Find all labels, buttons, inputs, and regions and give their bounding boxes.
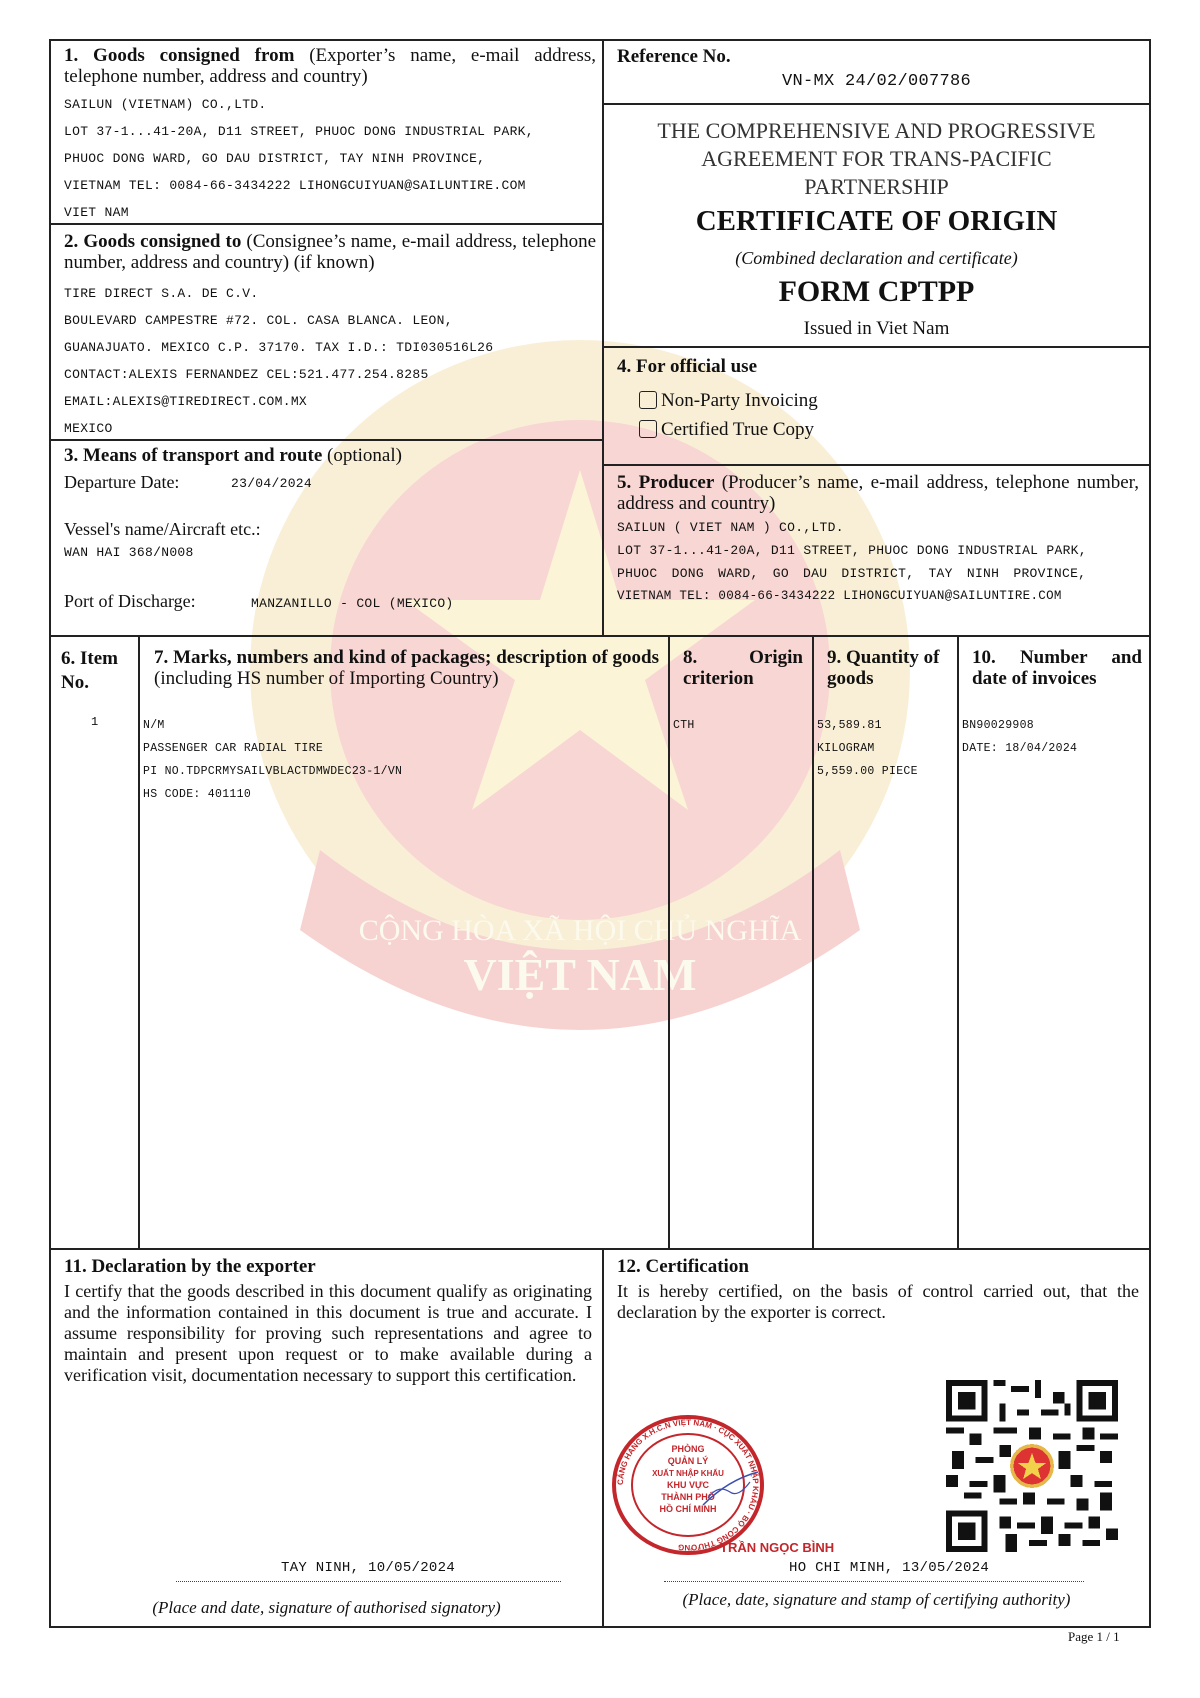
box-reference-no bbox=[602, 39, 1151, 105]
origin-criterion: CTH bbox=[673, 719, 695, 732]
desc-line: N/M bbox=[143, 719, 165, 732]
desc-line: HS CODE: 401110 bbox=[143, 788, 252, 801]
watermark-name-text: VIỆT NAM bbox=[463, 949, 697, 1000]
exporter-place-date: TAY NINH, 10/05/2024 bbox=[281, 1560, 456, 1576]
certified-true-copy-checkbox[interactable] bbox=[639, 420, 657, 438]
port-label: Port of Discharge: bbox=[64, 591, 196, 611]
box1-heading: 1. Goods consigned from bbox=[64, 45, 295, 66]
box2-heading: 2. Goods consigned to bbox=[64, 231, 242, 252]
certifier-signature-caption: (Place, date, signature and stamp of certifying authority) bbox=[682, 1590, 1071, 1609]
reference-label: Reference No. bbox=[617, 46, 731, 67]
box1-line: VIET NAM bbox=[64, 205, 129, 220]
box2-line: CONTACT:ALEXIS FERNANDEZ CEL:521.477.254.8285 bbox=[64, 367, 429, 382]
combined-declaration: (Combined declaration and certificate) bbox=[735, 248, 1018, 268]
box-producer bbox=[602, 464, 1151, 637]
box1-note: (Exporter’s name, e-mail address, telephone number, address and country) bbox=[64, 45, 596, 87]
desc-line: PI NO.TDPCRMYSAILVBLACTDMWDEC23-1/VN bbox=[143, 765, 403, 778]
quantity-line: 53,589.81 bbox=[817, 719, 882, 732]
exporter-signature-caption: (Place and date, signature of authorised signatory) bbox=[152, 1598, 501, 1617]
quantity-line: 5,559.00 PIECE bbox=[817, 765, 918, 778]
non-party-invoicing-checkbox[interactable] bbox=[639, 391, 657, 409]
col9-header: 9. Quantity of goods bbox=[827, 647, 940, 689]
stamp-center-line: PHÒNG bbox=[671, 1444, 705, 1454]
form-title: FORM CPTPP bbox=[778, 275, 975, 308]
box-means-of-transport bbox=[49, 439, 604, 637]
certificate-title: CERTIFICATE OF ORIGIN bbox=[695, 205, 1058, 237]
col10-header: 10. Number and date of invoices bbox=[972, 647, 1142, 689]
desc-line: PASSENGER CAR RADIAL TIRE bbox=[143, 742, 324, 755]
stamp-ring-text: CẢNG HÀNG X.H.C.N VIỆT NAM · CỤC XUẤT NHẬP KHẨU · BỘ CÔNG THƯƠNG bbox=[615, 1417, 761, 1553]
stamp-center-line: XUẤT NHẬP KHẨU bbox=[652, 1469, 724, 1478]
box-goods-consigned-to bbox=[49, 223, 604, 441]
col6-header: 6. Item No. bbox=[61, 648, 118, 693]
box5-heading: 5. Producer bbox=[617, 472, 715, 493]
non-party-invoicing-label: Non-Party Invoicing bbox=[661, 390, 818, 411]
box2-line: MEXICO bbox=[64, 421, 113, 436]
stamp-center-line: THÀNH PHỐ bbox=[661, 1492, 715, 1502]
box2-line: GUANAJUATO. MEXICO C.P. 37170. TAX I.D.: TDI030516L26 bbox=[64, 340, 494, 355]
signer-name: TRẦN NGỌC BÌNH bbox=[720, 1540, 835, 1555]
watermark-arc-text: CỘNG HÒA XÃ HỘI CHỦ NGHĨA bbox=[358, 914, 802, 947]
box-certificate-header bbox=[602, 103, 1151, 348]
issued-in: Issued in Viet Nam bbox=[803, 318, 950, 339]
item-no: 1 bbox=[91, 715, 99, 729]
box5-note: (Producer’s name, e-mail address, telephone number, address and country) bbox=[617, 472, 1139, 514]
departure-value: 23/04/2024 bbox=[231, 476, 313, 491]
box5-line: LOT 37-1...41-20A, D11 STREET, PHUOC DONG INDUSTRIAL PARK, bbox=[617, 543, 1087, 558]
stamp-center-line: QUẢN LÝ bbox=[667, 1456, 709, 1466]
header-line2: AGREEMENT FOR TRANS-PACIFIC bbox=[701, 146, 1052, 171]
box5-line: SAILUN ( VIET NAM ) CO.,LTD. bbox=[617, 520, 844, 535]
box2-line: EMAIL:ALEXIS@TIREDIRECT.COM.MX bbox=[64, 394, 308, 409]
official-stamp bbox=[608, 1410, 778, 1560]
departure-label: Departure Date: bbox=[64, 472, 180, 492]
quantity-line: KILOGRAM bbox=[817, 742, 875, 755]
certification-text: It is hereby certified, on the basis of control carried out, that the declaration by the exporter is correct. bbox=[617, 1281, 1139, 1322]
box1-line: PHUOC DONG WARD, GO DAU DISTRICT, TAY NINH PROVINCE, bbox=[64, 151, 486, 166]
box-goods-consigned-from bbox=[49, 39, 604, 225]
certifier-place-date: HO CHI MINH, 13/05/2024 bbox=[789, 1560, 990, 1576]
invoice-date: DATE: 18/04/2024 bbox=[962, 742, 1078, 755]
declaration-text: I certify that the goods described in this document qualify as originating and the information contained in this document is true and accurate. I assume responsibility for proving such representations and agree to maintain and present upon request or to make available during a verification visit, documentation necessary to support this certification. bbox=[64, 1281, 592, 1385]
vessel-value: WAN HAI 368/N008 bbox=[64, 545, 194, 560]
box2-line: BOULEVARD CAMPESTRE #72. COL. CASA BLANCA. LEON, bbox=[64, 313, 453, 328]
box11-heading: 11. Declaration by the exporter bbox=[64, 1256, 316, 1277]
page-number: Page 1 / 1 bbox=[1068, 1629, 1120, 1644]
header-line3: PARTNERSHIP bbox=[804, 174, 949, 199]
port-value: MANZANILLO - COL (MEXICO) bbox=[251, 596, 454, 611]
certified-true-copy-label: Certified True Copy bbox=[661, 419, 815, 440]
box2-note: (Consignee’s name, e-mail address, telephone number, address and country) (if known) bbox=[64, 231, 596, 273]
qr-code bbox=[946, 1380, 1118, 1552]
box5-line: PHUOC DONG WARD, GO DAU DISTRICT, TAY NINH PROVINCE, bbox=[617, 566, 1087, 581]
vessel-label: Vessel's name/Aircraft etc.: bbox=[64, 519, 261, 539]
col7-note: (including HS number of Importing Country) bbox=[154, 668, 499, 689]
box4-heading: 4. For official use bbox=[617, 356, 758, 377]
box5-line: VIETNAM TEL: 0084-66-3434222 LIHONGCUIYUAN@SAILUNTIRE.COM bbox=[617, 589, 1062, 603]
goods-table bbox=[49, 635, 1151, 1250]
box-exporter-declaration bbox=[49, 1248, 604, 1628]
box1-line: LOT 37-1...41-20A, D11 STREET, PHUOC DONG INDUSTRIAL PARK, bbox=[64, 124, 534, 139]
invoice-number: BN90029908 bbox=[962, 719, 1035, 732]
box1-line: VIETNAM TEL: 0084-66-3434222 LIHONGCUIYUAN@SAILUNTIRE.COM bbox=[64, 178, 526, 193]
box3-heading: 3. Means of transport and route bbox=[64, 445, 323, 466]
col7-header: 7. Marks, numbers and kind of packages; description of goods bbox=[154, 647, 659, 668]
col8-header: 8. Origin criterion bbox=[683, 647, 803, 689]
header-line1: THE COMPREHENSIVE AND PROGRESSIVE bbox=[657, 118, 1096, 143]
box-certification bbox=[602, 1248, 1151, 1628]
stamp-center-line: HỒ CHÍ MINH bbox=[659, 1504, 717, 1514]
box2-line: TIRE DIRECT S.A. DE C.V. bbox=[64, 286, 259, 301]
box12-heading: 12. Certification bbox=[617, 1256, 749, 1277]
box3-note: (optional) bbox=[327, 445, 402, 466]
stamp-center-line: KHU VỰC bbox=[667, 1480, 709, 1490]
reference-value: VN-MX 24/02/007786 bbox=[781, 72, 972, 91]
box1-line: SAILUN (VIETNAM) CO.,LTD. bbox=[64, 97, 267, 112]
box-official-use bbox=[602, 346, 1151, 466]
